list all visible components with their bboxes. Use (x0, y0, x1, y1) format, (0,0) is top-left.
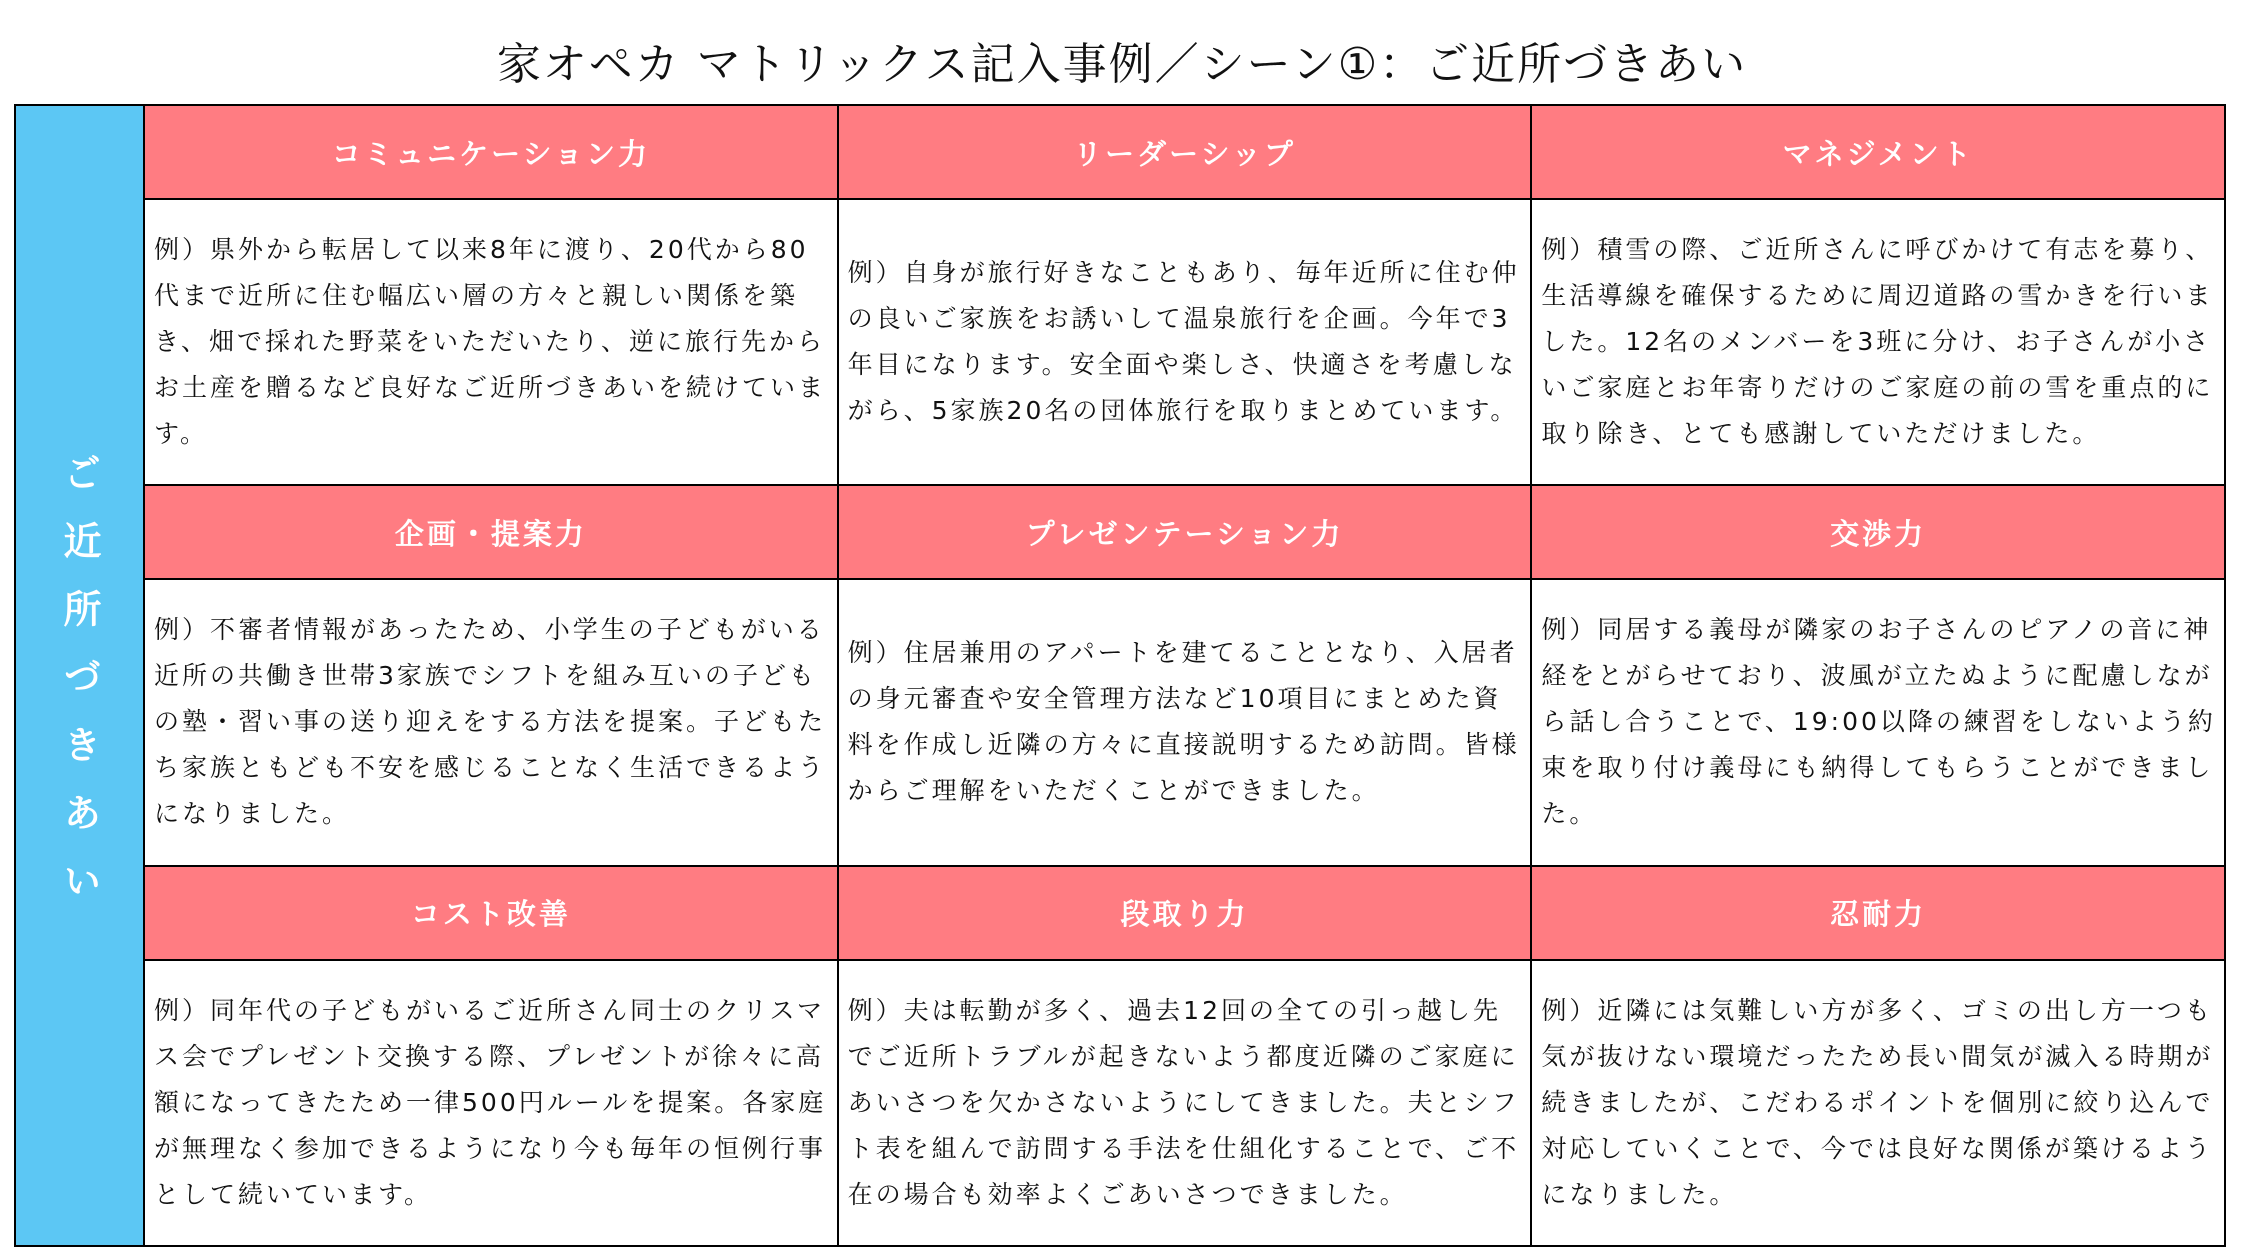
skill-example-cell (145, 200, 837, 484)
skill-heading-communication: コミュニケーション力 (145, 106, 837, 198)
skill-example-cell (1532, 200, 2224, 484)
skill-example-presentation: 例）住居兼用のアパートを建てることとなり、入居者の身元審査や安全管理方法など10項目にまとめた資料を作成し近隣の方々に直接説明するため訪問。皆様からご理解をいただくことができました。 (847, 638, 1520, 806)
skill-example-cell (839, 200, 1531, 484)
skill-example-negotiation: 例）同居する義母が隣家のお子さんのピアノの音に神経をとがらせており、波風が立たぬように配慮しながら話し合うことで、19:00以降の練習をしないよう約束を取り付け義母にも納得してもらうことができました。 (1541, 615, 2216, 829)
skill-heading-planning: 企画・提案力 (145, 486, 837, 578)
skill-example-management: 例）積雪の際、ご近所さんに呼びかけて有志を募り、生活導線を確保するために周辺道路の雪かきを行いました。12名のメンバーを3班に分け、お子さんが小さいご家庭とお年寄りだけのご家庭の前の雪を重点的に取り除き、とても感謝していただけました。 (1541, 235, 2214, 449)
skill-example-cell (1532, 961, 2224, 1245)
skill-heading-cost-improvement: コスト改善 (145, 867, 837, 959)
skill-example-patience: 例）近隣には気難しい方が多く、ゴミの出し方一つも気が抜けない環境だったため長い間気が滅入る時期が続きましたが、こだわるポイントを個別に絞り込んで対応していくことで、今では良好な関係が築けるようになりました。 (1541, 995, 2214, 1209)
skill-example-communication: 例）県外から転居して以来8年に渡り、20代から80代まで近所に住む幅広い層の方々と親しい関係を築き、畑で採れた野菜をいただいたり、逆に旅行先からお土産を贈るなど良好なご近所づきあいを続けています。 (154, 235, 827, 449)
skill-example-leadership: 例）自身が旅行好きなこともあり、毎年近所に住む仲の良いご家族をお誘いして温泉旅行を企画。今年で3年目になります。安全面や楽しさ、快適さを考慮しながら、5家族20名の団体旅行を取りまとめています。 (847, 258, 1520, 426)
skill-example-cell (145, 961, 837, 1245)
skill-example-arrangement: 例）夫は転勤が多く、過去12回の全ての引っ越し先でご近所トラブルが起きないよう都度近隣のご家庭にあいさつを欠かさないようにしてきました。夫とシフト表を組んで訪問する手法を仕組化することで、ご不在の場合も効率よくごあいさつできました。 (847, 995, 1520, 1209)
skill-example-cell (145, 580, 837, 864)
skill-example-planning: 例）不審者情報があったため、小学生の子どもがいる近所の共働き世帯3家族でシフトを組み互いの子どもの塾・習い事の送り迎えをする方法を提案。子どもたち家族ともども不安を感じることなく生活できるようになりました。 (154, 615, 827, 829)
skill-example-cell (839, 580, 1531, 864)
skill-heading-negotiation: 交渉力 (1532, 486, 2224, 578)
skill-heading-presentation: プレゼンテーション力 (839, 486, 1531, 578)
scene-side-label-text: ご近所づきあい (57, 452, 101, 929)
skill-heading-management: マネジメント (1532, 106, 2224, 198)
scene-side-label (16, 106, 143, 1245)
skill-example-cell (839, 961, 1531, 1245)
skill-heading-leadership: リーダーシップ (839, 106, 1531, 198)
skill-matrix-table (14, 104, 2226, 1247)
skill-example-cell (1532, 580, 2224, 864)
skill-heading-arrangement: 段取り力 (839, 867, 1531, 959)
page-title: 家オペカ マトリックス記入事例／シーン①：ご近所づきあい (496, 39, 1748, 91)
skill-example-cost-improvement: 例）同年代の子どもがいるご近所さん同士のクリスマス会でプレゼント交換する際、プレゼントが徐々に高額になってきたため一律500円ルールを提案。各家庭が無理なく参加できるようになり今も毎年の恒例行事として続いています。 (154, 995, 827, 1209)
skill-heading-patience: 忍耐力 (1532, 867, 2224, 959)
